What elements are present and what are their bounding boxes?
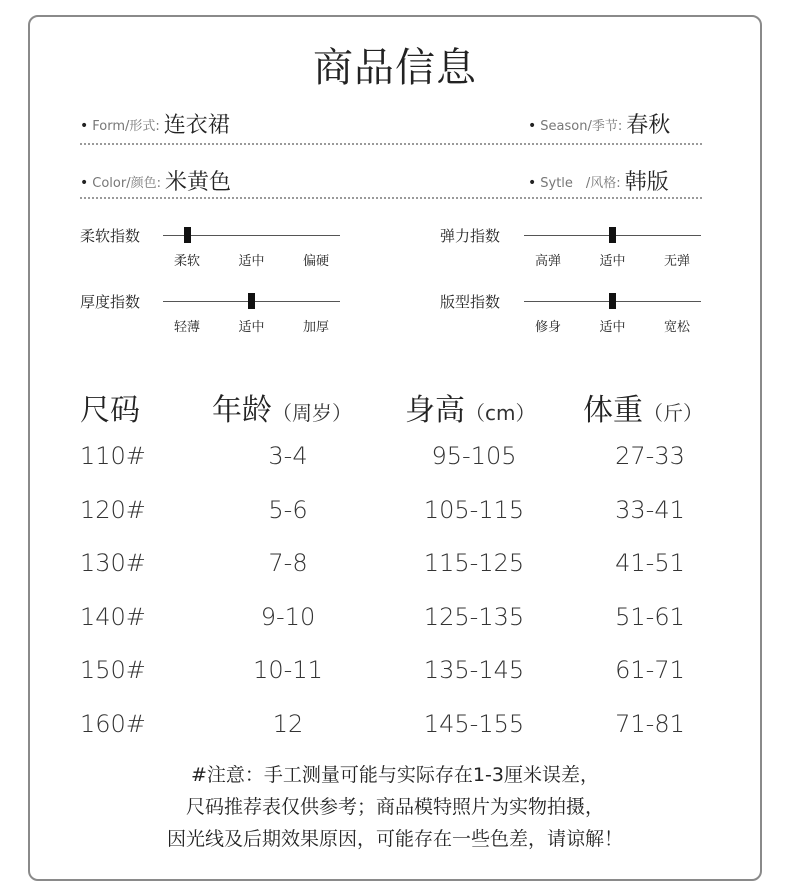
index-fit-tick: 宽松: [663, 320, 691, 335]
table-cell: 51-61: [615, 602, 685, 631]
table-cell: 7-8: [268, 549, 308, 577]
attr-color: [80, 165, 231, 196]
index-softness-tick: 柔软: [173, 254, 201, 269]
table-cell: 115-125: [423, 549, 525, 577]
table-cell: 10-11: [253, 656, 323, 684]
header-age-unit: （周岁）: [272, 401, 352, 425]
index-softness-tick: 偏硬: [302, 254, 330, 269]
note-line-2: 尺码推荐表仅供参考；商品模特照片为实物拍摄，: [185, 796, 604, 818]
attr-color-label: Color/颜色:: [92, 176, 161, 191]
table-cell: 5-6: [268, 495, 308, 524]
attr-form-label: Form/形式:: [92, 119, 160, 134]
index-thickness-label: 厚度指数: [80, 293, 141, 311]
dotted-divider: [80, 143, 702, 145]
table-cell: 150#: [80, 656, 146, 684]
index-softness-marker: [184, 227, 191, 243]
dotted-divider: [80, 197, 702, 199]
header-weight-main: 体重: [583, 393, 643, 428]
table-cell: 145-155: [423, 709, 525, 738]
table-cell: 130#: [80, 549, 146, 577]
index-elasticity-tick: 适中: [599, 254, 626, 269]
index-fit-tick: 修身: [534, 320, 562, 335]
index-softness-label: 柔软指数: [80, 227, 141, 245]
attr-form-value: 连衣裙: [163, 113, 230, 138]
table-cell: 125-135: [423, 602, 525, 631]
table-cell: 110#: [80, 442, 146, 470]
index-thickness-tick: 加厚: [302, 320, 330, 335]
table-cell: 27-33: [615, 442, 685, 470]
index-elasticity-label: 弹力指数: [440, 227, 501, 245]
header-size-main: 尺码: [80, 393, 140, 428]
bullet-icon: •: [80, 118, 89, 134]
table-cell: 3-4: [268, 442, 308, 470]
attr-style: [528, 165, 669, 196]
table-cell: 105-115: [423, 495, 525, 524]
table-cell: 160#: [80, 709, 146, 738]
index-elasticity-marker: [609, 227, 616, 243]
attr-style-label: Sytle /风格:: [540, 176, 621, 191]
index-thickness-tick: 轻薄: [173, 320, 201, 335]
header-weight: [583, 385, 703, 429]
table-cell: 135-145: [423, 656, 525, 684]
index-elasticity-tick: 高弹: [534, 254, 562, 269]
index-fit-tick: 适中: [599, 320, 626, 335]
table-cell: 9-10: [260, 602, 316, 631]
attr-form: [80, 108, 230, 139]
index-softness-tick: 适中: [238, 254, 265, 269]
header-weight-unit: （斤）: [643, 401, 703, 425]
bullet-icon: •: [80, 175, 89, 191]
attr-style-value: 韩版: [624, 170, 669, 195]
header-height-main: 身高: [405, 393, 465, 428]
table-cell: 95-105: [431, 442, 517, 470]
table-cell: 33-41: [615, 495, 685, 524]
table-cell: 120#: [80, 495, 146, 524]
page-title: 商品信息: [313, 45, 477, 91]
attr-season-value: 春秋: [626, 113, 671, 138]
bullet-icon: •: [528, 118, 537, 134]
table-cell: 61-71: [615, 656, 685, 684]
index-elasticity-tick: 无弹: [663, 254, 691, 269]
bullet-icon: •: [528, 175, 537, 191]
table-cell: 140#: [80, 602, 146, 631]
index-fit-marker: [609, 293, 616, 309]
attr-season: [528, 108, 670, 139]
header-height: [405, 385, 535, 429]
table-cell: 12: [272, 709, 304, 738]
index-thickness-marker: [248, 293, 255, 309]
header-age: [212, 385, 352, 429]
note-line-3: 因光线及后期效果原因，可能存在一些色差，请谅解！: [166, 828, 623, 850]
table-cell: 41-51: [615, 549, 685, 577]
index-fit-label: 版型指数: [440, 293, 501, 311]
table-cell: 71-81: [615, 709, 685, 738]
header-size: [80, 385, 140, 429]
attr-season-label: Season/季节:: [540, 119, 623, 134]
note-line-1: #注意：手工测量可能与实际存在1-3厘米误差，: [191, 764, 599, 786]
header-height-unit: （cm）: [465, 401, 536, 425]
header-age-main: 年龄: [212, 393, 272, 428]
attr-color-value: 米黄色: [164, 170, 231, 195]
index-thickness-tick: 适中: [238, 320, 265, 335]
